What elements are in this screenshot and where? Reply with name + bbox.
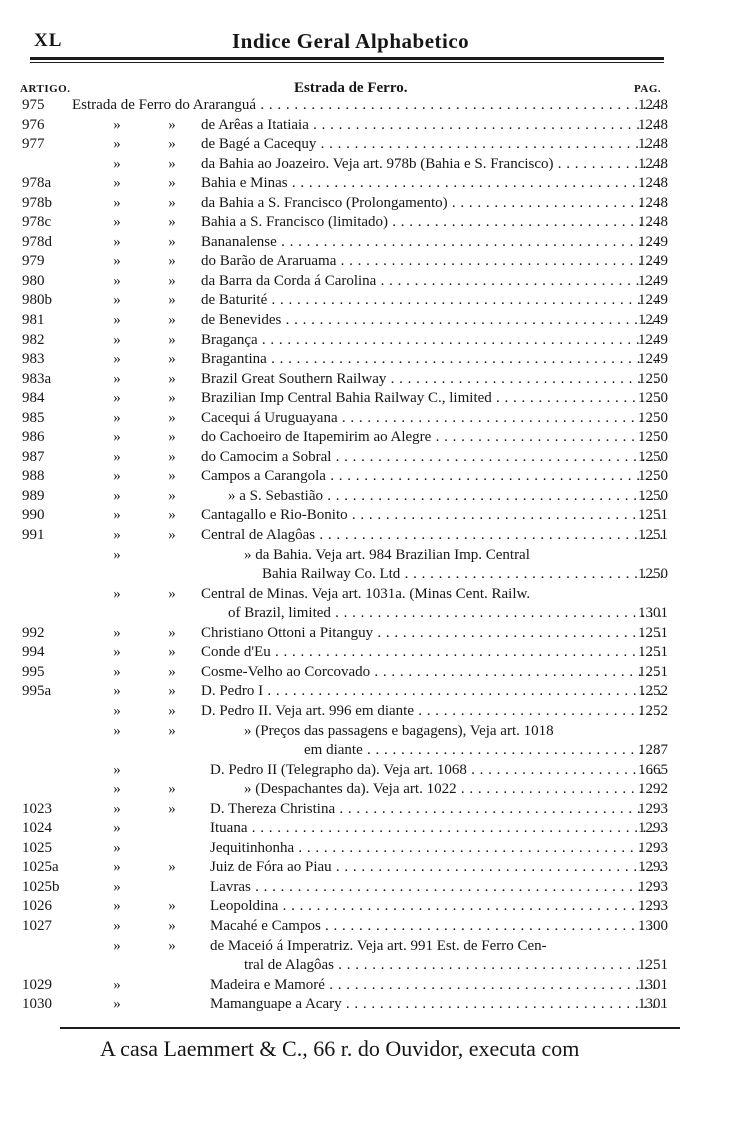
index-entry [0,546,736,566]
entry-page: 1293 [638,820,668,837]
page-number: XL [34,30,63,51]
ditto-mark: » [113,546,121,563]
ditto-mark: » [113,272,121,289]
ditto-mark: » [168,898,176,915]
entry-page: 1251 [638,507,668,524]
index-entry [0,780,736,800]
index-entry [0,624,736,644]
ditto-mark: » [113,116,121,133]
ditto-mark: » [113,214,121,231]
entry-article: 994 [22,644,45,661]
entry-page: 1293 [638,859,668,876]
ditto-mark: » [113,839,121,856]
entry-text: Bahia a S. Francisco (limitado) . . . [201,213,662,233]
entry-text: Brazil Great Southern Railway . . . [201,370,662,390]
ditto-mark: » [168,781,176,798]
entry-text: Bragança . . . [201,331,662,351]
ditto-mark: » [168,702,176,719]
index-entry [0,565,736,585]
index-entry [0,272,736,292]
ditto-mark: » [168,409,176,426]
entry-page: 1250 [638,468,668,485]
entry-page: 1301 [638,605,668,622]
ditto-mark: » [113,917,121,934]
ditto-mark: » [113,820,121,837]
index-entry [0,878,736,898]
entry-article: 978d [22,233,52,250]
entry-page: 1293 [638,800,668,817]
ditto-mark: » [113,507,121,524]
entry-article: 1024 [22,820,52,837]
index-entry [0,761,736,781]
index-entry [0,96,736,116]
index-entry [0,116,736,136]
entry-page: 1301 [638,976,668,993]
index-entry [0,585,736,605]
ditto-mark: » [168,527,176,544]
entry-article: 1025 [22,839,52,856]
index-entry [0,370,736,390]
ditto-mark: » [113,487,121,504]
entry-page: 1248 [638,214,668,231]
entry-page: 1252 [638,702,668,719]
ditto-mark: » [113,136,121,153]
ditto-mark: » [168,624,176,641]
index-entry [0,194,736,214]
entry-article: 1029 [22,976,52,993]
entry-text: Jequitinhonha . . . [210,839,662,859]
column-header-pag: PAG. [634,83,662,95]
ditto-mark: » [113,722,121,739]
entry-article: 986 [22,429,45,446]
ditto-mark: » [168,214,176,231]
entry-article: 983a [22,370,52,387]
ditto-mark: » [113,409,121,426]
ditto-mark: » [168,233,176,250]
ditto-mark: » [168,917,176,934]
ditto-mark: » [168,253,176,270]
ditto-mark: » [113,429,121,446]
index-entry [0,976,736,996]
ditto-mark: » [168,312,176,329]
ditto-mark: » [168,175,176,192]
index-entry [0,722,736,742]
entry-article: 977 [22,136,45,153]
ditto-mark: » [113,390,121,407]
index-entry [0,448,736,468]
header-rule [30,57,664,60]
entry-text: D. Pedro I . . . [201,682,662,702]
index-entry [0,487,736,507]
index-entry [0,663,736,683]
page-header [0,0,736,60]
entry-article: 1027 [22,917,52,934]
index-entry [0,526,736,546]
ditto-mark: » [113,468,121,485]
index-entry [0,428,736,448]
entry-text: tral de Alagôas . . . [244,956,662,976]
entry-article: 991 [22,527,45,544]
ditto-mark: » [168,507,176,524]
entry-text: Cosme-Velho ao Corcovado . . . [201,663,662,683]
ditto-mark: » [168,663,176,680]
entry-text: Mamanguape a Acary . . . [210,995,662,1015]
entry-text: Christiano Ottoni a Pitanguy . . . [201,624,662,644]
entry-text: da Bahia a S. Francisco (Prolongamento) . . . [201,194,662,214]
ditto-mark: » [168,370,176,387]
entry-page: 1249 [638,272,668,289]
entry-text: » (Despachantes da). Veja art. 1022 . . . [244,780,662,800]
ditto-mark: » [113,448,121,465]
entry-text: Leopoldina . . . [210,897,662,917]
index-entry [0,311,736,331]
entry-text: do Cachoeiro de Itapemirim ao Alegre . . . [201,428,662,448]
entry-text: de Benevides . . . [201,311,662,331]
entry-page: 1251 [638,663,668,680]
entry-text: Juiz de Fóra ao Piau . . . [210,858,662,878]
entry-page: 1251 [638,644,668,661]
entry-text: Bragantina . . . [201,350,662,370]
entry-article: 985 [22,409,45,426]
entry-article: 978b [22,194,52,211]
entry-text: Bahia Railway Co. Ltd . . . [262,565,662,585]
index-entry [0,643,736,663]
entry-text: Estrada de Ferro do Araranguá . . . [72,96,662,116]
entry-text: D. Pedro II. Veja art. 996 em diante . . . [201,702,662,722]
index-entry [0,389,736,409]
entry-text: Bananalense . . . [201,233,662,253]
ditto-mark: » [168,487,176,504]
column-header-artigo: ARTIGO. [20,83,71,95]
entry-page: 1249 [638,253,668,270]
ditto-mark: » [168,136,176,153]
ditto-mark: » [168,429,176,446]
entry-text: Campos a Carangola . . . [201,467,662,487]
entry-text: Bahia e Minas . . . [201,174,662,194]
entry-text: do Camocim a Sobral . . . [201,448,662,468]
entry-text: de Bagé a Cacequy . . . [201,135,662,155]
ditto-mark: » [168,722,176,739]
entry-article: 990 [22,507,45,524]
entry-article: 1030 [22,996,52,1013]
entry-page: 1249 [638,233,668,250]
ditto-mark: » [113,585,121,602]
entry-page: 1248 [638,155,668,172]
entry-article: 980b [22,292,52,309]
entry-page: 1293 [638,898,668,915]
entry-text: Cacequi á Uruguayana . . . [201,409,662,429]
ditto-mark: » [168,331,176,348]
ditto-mark: » [113,527,121,544]
ditto-mark: » [113,370,121,387]
index-entry [0,897,736,917]
entry-text: D. Pedro II (Telegrapho da). Veja art. 1068 . . . [210,761,662,781]
entry-page: 1251 [638,624,668,641]
ditto-mark: » [168,644,176,661]
ditto-mark: » [168,468,176,485]
entry-page: 1248 [638,136,668,153]
header-rule-thin [30,62,664,63]
entry-page: 1251 [638,957,668,974]
footer-rule [60,1027,680,1029]
entry-page: 1287 [638,742,668,759]
entry-page: 1293 [638,839,668,856]
entry-page: 1250 [638,448,668,465]
ditto-mark: » [113,233,121,250]
entry-page: 1665 [638,761,668,778]
ditto-mark: » [168,155,176,172]
entry-article: 979 [22,253,45,270]
entry-article: 978c [22,214,52,231]
ditto-mark: » [113,194,121,211]
section-heading: Estrada de Ferro. [294,80,408,96]
ditto-mark: » [113,175,121,192]
entry-article: 988 [22,468,45,485]
entry-text: » a S. Sebastião . . . [228,487,662,507]
entry-text: Ituana . . . [210,819,662,839]
entry-text: Brazilian Imp Central Bahia Railway C., limited . . . [201,389,662,409]
ditto-mark: » [168,194,176,211]
index-entry [0,155,736,175]
ditto-mark: » [113,859,121,876]
entry-article: 1025b [22,878,60,895]
entry-page: 1292 [638,781,668,798]
entry-article: 992 [22,624,45,641]
index-entry [0,291,736,311]
entry-page: 1300 [638,917,668,934]
index-entry [0,135,736,155]
index-entry [0,917,736,937]
entry-text: » (Preços das passagens e bagagens), Veja art. 1018 [244,722,554,739]
ditto-mark: » [168,116,176,133]
entry-page: 1250 [638,390,668,407]
entry-text: Central de Minas. Veja art. 1031a. (Minas Cent. Railw. [201,585,531,602]
index-table [0,96,736,1015]
ditto-mark: » [113,996,121,1013]
entry-text: of Brazil, limited . . . [228,604,662,624]
entry-text: D. Thereza Christina . . . [210,800,662,820]
ditto-mark: » [168,683,176,700]
ditto-mark: » [113,155,121,172]
ditto-mark: » [168,800,176,817]
ditto-mark: » [113,683,121,700]
entry-text: Conde d'Eu . . . [201,643,662,663]
ditto-mark: » [168,585,176,602]
entry-text: de Arêas a Itatiaia . . . [201,116,662,136]
entry-page: 1252 [638,683,668,700]
ditto-mark: » [113,351,121,368]
index-entry [0,682,736,702]
index-entry [0,252,736,272]
entry-page: 1249 [638,312,668,329]
entry-text: Lavras . . . [210,878,662,898]
entry-text: Cantagallo e Rio-Bonito . . . [201,506,662,526]
index-entry [0,819,736,839]
index-entry [0,995,736,1015]
entry-article: 983 [22,351,45,368]
ditto-mark: » [113,331,121,348]
entry-text: da Barra da Corda á Carolina . . . [201,272,662,292]
entry-page: 1249 [638,351,668,368]
entry-text: Macahé e Campos . . . [210,917,662,937]
entry-article: 980 [22,272,45,289]
ditto-mark: » [113,898,121,915]
entry-text: Central de Alagôas . . . [201,526,662,546]
index-entry [0,604,736,624]
entry-page: 1248 [638,194,668,211]
index-entry [0,800,736,820]
ditto-mark: » [168,272,176,289]
entry-page: 1248 [638,97,668,113]
entry-page: 1251 [638,527,668,544]
ditto-mark: » [113,800,121,817]
entry-page: 1248 [638,175,668,192]
ditto-mark: » [113,781,121,798]
entry-page: 1250 [638,370,668,387]
ditto-mark: » [113,761,121,778]
entry-page: 1248 [638,116,668,133]
index-entry [0,409,736,429]
entry-article: 989 [22,487,45,504]
ditto-mark: » [113,253,121,270]
entry-article: 987 [22,448,45,465]
entry-page: 1250 [638,429,668,446]
ditto-mark: » [113,663,121,680]
entry-article: 995 [22,663,45,680]
ditto-mark: » [113,312,121,329]
entry-text: de Baturité . . . [201,291,662,311]
ditto-mark: » [168,937,176,954]
entry-page: 1249 [638,331,668,348]
ditto-mark: » [113,878,121,895]
index-entry [0,467,736,487]
entry-article: 981 [22,312,45,329]
index-entry [0,233,736,253]
index-entry [0,858,736,878]
index-entry [0,741,736,761]
ditto-mark: » [113,976,121,993]
index-entry [0,702,736,722]
ditto-mark: » [113,644,121,661]
index-entry [0,839,736,859]
ditto-mark: » [113,702,121,719]
entry-text: de Maceió á Imperatriz. Veja art. 991 Est. de Ferro Cen- [210,937,547,954]
entry-text: do Barão de Araruama . . . [201,252,662,272]
index-entry [0,956,736,976]
entry-text: em diante . . . [304,741,662,761]
ditto-mark: » [168,859,176,876]
ditto-mark: » [113,624,121,641]
ditto-mark: » [113,292,121,309]
entry-article: 1026 [22,898,52,915]
entry-page: 1249 [638,292,668,309]
ditto-mark: » [168,351,176,368]
page-title: Indice Geral Alphabetico [232,29,470,53]
index-entry [0,331,736,351]
index-entry [0,937,736,957]
entry-page: 1293 [638,878,668,895]
entry-article: 995a [22,683,52,700]
entry-page: 1301 [638,996,668,1013]
entry-text: da Bahia ao Joazeiro. Veja art. 978b (Bahia e S. Francisco) . . . [201,155,662,175]
entry-article: 976 [22,116,45,133]
ditto-mark: » [168,448,176,465]
ditto-mark: » [168,390,176,407]
entry-page: 1250 [638,487,668,504]
index-entry [0,174,736,194]
entry-article: 984 [22,390,45,407]
entry-text: Madeira e Mamoré . . . [210,976,662,996]
footer-advert: A casa Laemmert & C., 66 r. do Ouvidor, executa com [100,1036,580,1061]
entry-article: 982 [22,331,45,348]
entry-article: 1025a [22,859,59,876]
index-entry [0,213,736,233]
index-entry [0,350,736,370]
entry-article: 975 [22,97,45,113]
index-entry [0,506,736,526]
entry-page: 1250 [638,409,668,426]
entry-page: 1250 [638,566,668,583]
ditto-mark: » [113,937,121,954]
entry-text: » da Bahia. Veja art. 984 Brazilian Imp. Central [244,546,530,563]
entry-article: 1023 [22,800,52,817]
entry-article: 978a [22,175,52,192]
ditto-mark: » [168,292,176,309]
